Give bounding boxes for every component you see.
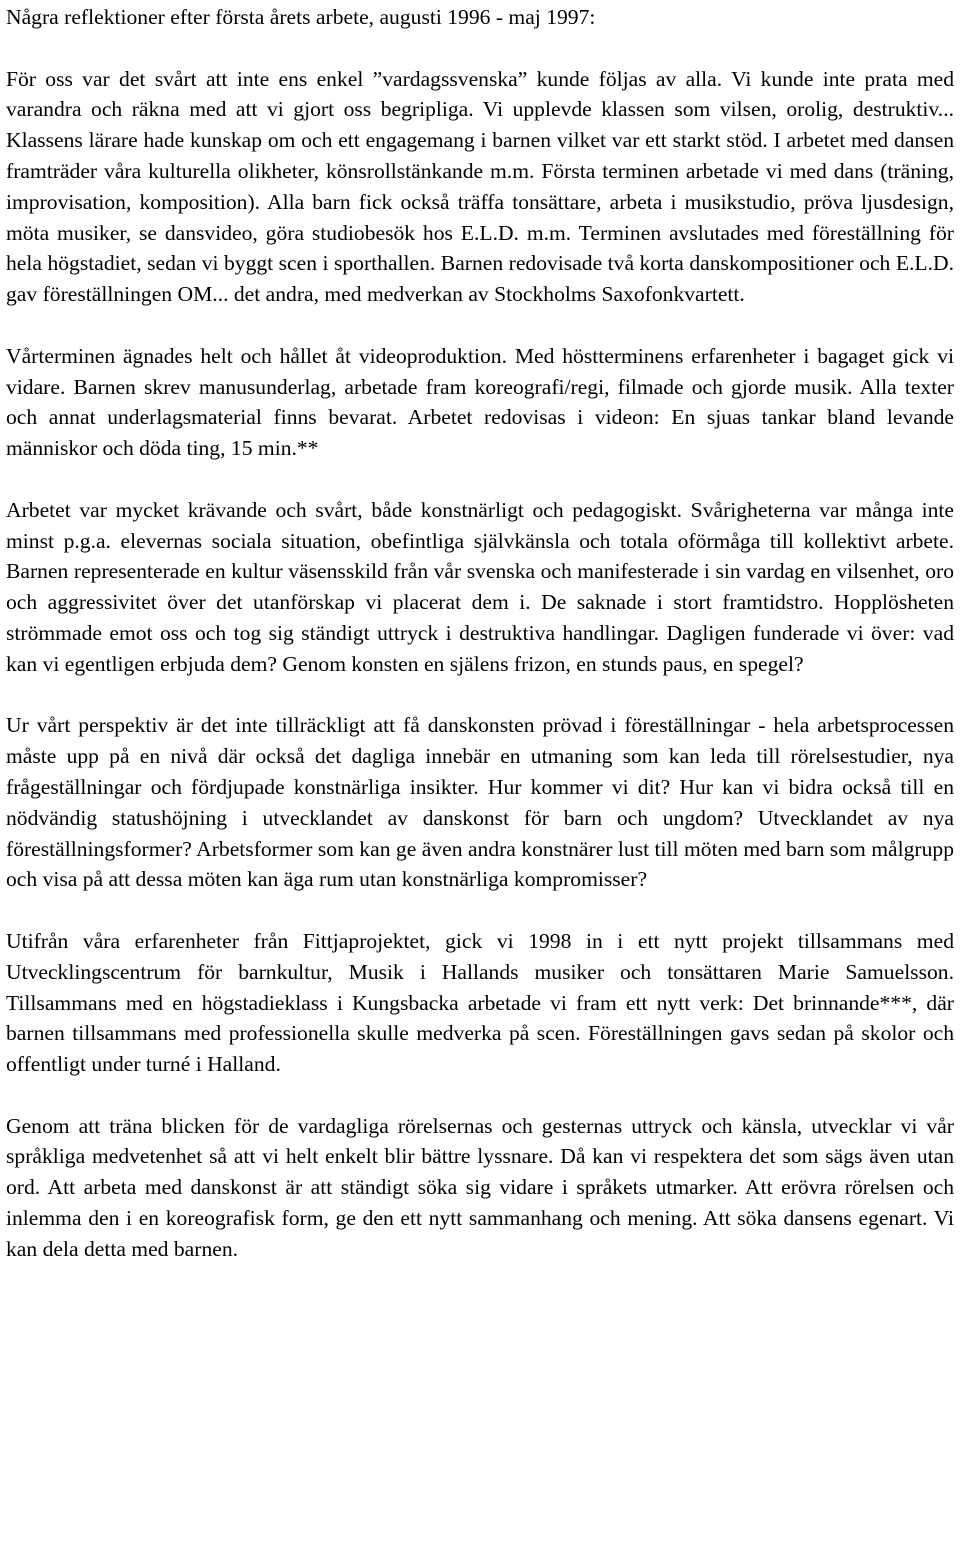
paragraph-spring-term: Vårterminen ägnades helt och hållet åt videoproduktion. Med höstterminens erfarenheter i bagaget gick vi vidare. Barnen skrev manusunderlag, arbetade fram koreografi/regi, filmade och gjorde musik. Alla texter och annat underlagsmaterial finns bevarat. Arbetet redovisas i videon: En sjuas tankar bland levande människor och döda ting, 15 min.** [6,343,954,461]
document-page [6,2,954,1265]
paragraph-new-project: Utifrån våra erfarenheter från Fittjaprojektet, gick vi 1998 in i ett nytt projekt tillsammans med Utvecklingscentrum för barnkultur, Musik i Hallands musiker och tonsättaren Marie Samuelsson. Tillsammans med en högstadieklass i Kungsbacka arbetade vi fram ett nytt verk: Det brinnande***, där barnen tillsammans med professionella skulle medverka på scen. Föreställningen gavs sedan på skolor och offentligt under turné i Halland. [6,928,954,1077]
paragraph-difficulties: Arbetet var mycket krävande och svårt, både konstnärligt och pedagogiskt. Svårigheterna var många inte minst p.g.a. elevernas sociala situation, obefintliga självkänsla och totala oförmåga till kollektivt arbete. Barnen representerade en kultur väsensskild från vår svenska och manifesterade i sin vardag en vilsenhet, oro och aggressivitet över det utanförskap vi placerat dem i. De saknade i stort framtidstro. Hopplösheten strömmade emot oss och tog sig ständigt uttryck i destruktiva handlingar. Dagligen funderade vi över: vad kan vi egentligen erbjuda dem? Genom konsten en själens frizon, en stunds paus, en spegel? [6,497,954,676]
document-heading: Några reflektioner efter första årets arbete, augusti 1996 - maj 1997: [6,5,596,29]
paragraph-first-year: För oss var det svårt att inte ens enkel ”vardagssvenska” kunde följas av alla. Vi kunde inte prata med varandra och räkna med att vi gjort oss begripliga. Vi upplevde klassen som vilsen, orolig, destruktiv... Klassens lärare hade kunskap om och ett engagemang i barnen vilket var ett starkt stöd. I arbetet med dansen framträder våra kulturella olikheter, könsrollstänkande m.m. Första terminen arbetade vi med dans (träning, improvisation, komposition). Alla barn fick också träffa tonsättare, arbeta i musikstudio, pröva ljusdesign, möta musiker, se dansvideo, göra studiobesök hos E.L.D. m.m. Terminen avslutades med föreställning för hela högstadiet, sedan vi byggt scen i sporthallen. Barnen redovisade två korta danskompositioner och E.L.D. gav föreställningen OM... det andra, med medverkan av Stockholms Saxofonkvartett. [6,66,954,307]
paragraph-perspective: Ur vårt perspektiv är det inte tillräckligt att få danskonsten prövad i föreställningar - hela arbetsprocessen måste upp på en nivå där också det dagliga innebär en utmaning som kan leda till rörelsestudier, nya frågeställningar och fördjupade konstnärliga insikter. Hur kommer vi dit? Hur kan vi bidra också till en nödvändig statushöjning i utvecklandet av danskonst för barn och ungdom? Utvecklandet av nya föreställningsformer? Arbetsformer som kan ge även andra konstnärer lust till möten med barn som målgrupp och visa på att dessa möten kan äga rum utan konstnärliga kompromisser? [6,713,954,892]
paragraph-conclusion: Genom att träna blicken för de vardagliga rörelsernas och gesternas uttryck och känsla, utvecklar vi vår språkliga medvetenhet så att vi helt enkelt blir bättre lyssnare. Då kan vi respektera det som sägs även utan ord. Att arbeta med danskonst är att ständigt söka sig vidare i språkets utmarker. Att erövra rörelsen och inlemma den i en koreografisk form, ge den ett nytt sammanhang och mening. Att söka dansens egenart. Vi kan dela detta med barnen. [6,1113,954,1261]
